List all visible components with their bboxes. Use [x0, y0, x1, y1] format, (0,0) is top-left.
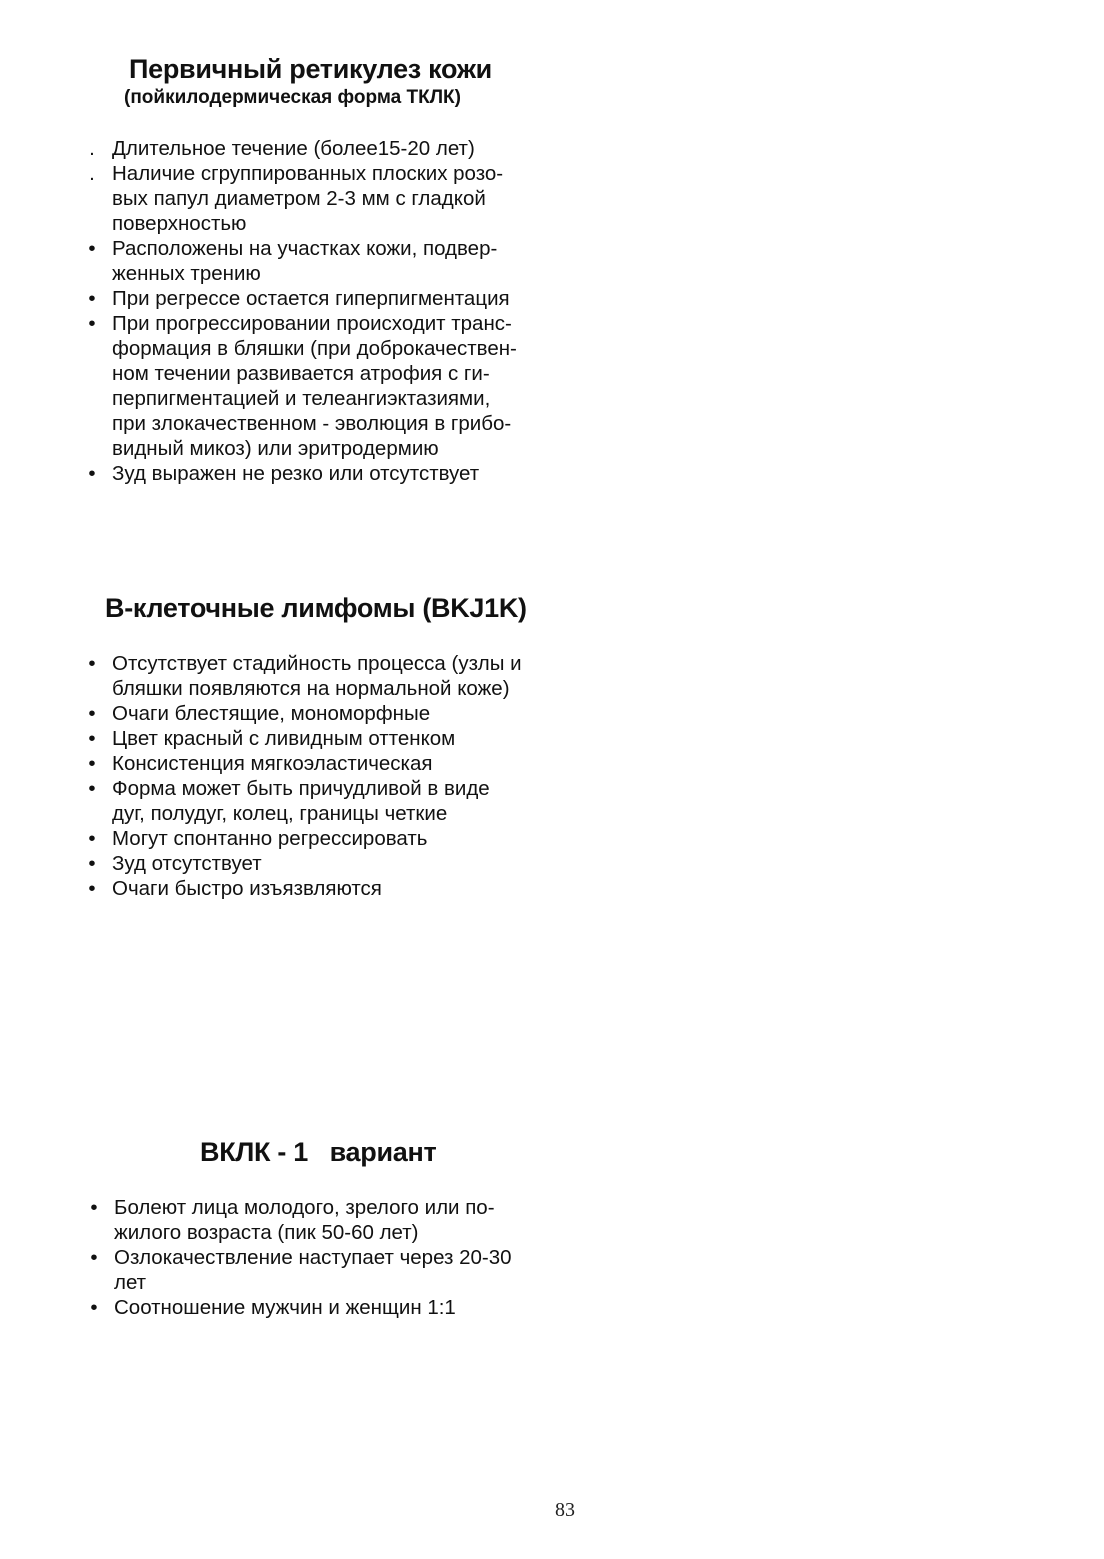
bullet-marker: •: [90, 1246, 98, 1269]
list-item: [88, 236, 552, 286]
bullet-marker: •: [88, 652, 96, 675]
list-item-text: Отсутствует стадийность процесса (узлы и бляшки появляются на нормальной коже): [112, 652, 522, 700]
list-item: [89, 136, 552, 161]
list-item-text: При регрессе остается гиперпигментация: [112, 287, 510, 310]
list-item: [90, 1295, 554, 1320]
list-item-text: Цвет красный с ливидным оттенком: [112, 727, 456, 750]
bullet-marker: •: [88, 727, 96, 750]
list-item-text: Форма может быть причудливой в виде дуг, полудуг, колец, границы четкие: [112, 777, 490, 825]
list-item-text: Озлокачествление наступает через 20-30 лет: [114, 1246, 512, 1294]
bullet-list: [88, 651, 552, 901]
bullet-list: [88, 136, 552, 486]
bullet-marker: •: [88, 777, 96, 800]
list-item: [88, 461, 552, 486]
list-item: [88, 851, 552, 876]
bullet-marker: •: [88, 312, 96, 335]
list-item: [88, 776, 552, 826]
list-item-text: Соотношение мужчин и женщин 1:1: [114, 1296, 456, 1319]
bullet-marker: •: [90, 1196, 98, 1219]
bullet-marker: •: [88, 827, 96, 850]
list-item-text: Длительное течение (более15-20 лет): [112, 137, 475, 160]
list-item-text: Расположены на участках кожи, подвер- женных трению: [112, 237, 498, 285]
list-item-text: Могут спонтанно регрессировать: [112, 827, 428, 850]
list-item-text: Наличие сгруппированных плоских розо- вых папул диаметром 2-3 мм с гладкой поверхностью: [112, 162, 504, 235]
list-item-text: Болеют лица молодого, зрелого или по- жилого возраста (пик 50-60 лет): [114, 1196, 495, 1244]
bullet-marker: •: [88, 237, 96, 260]
bullet-marker: •: [88, 877, 96, 900]
list-item-text: Консистенция мягкоэластическая: [112, 752, 433, 775]
list-item: [88, 701, 552, 726]
list-item: [88, 311, 552, 461]
bullet-marker: •: [90, 1296, 98, 1319]
list-item-text: Очаги быстро изъязвляются: [112, 877, 382, 900]
list-item: [90, 1245, 554, 1295]
list-item: [88, 726, 552, 751]
bullet-marker: .: [89, 137, 95, 160]
list-item: [89, 161, 552, 236]
page-number: 83: [555, 1499, 575, 1521]
list-item-text: Зуд отсутствует: [112, 852, 262, 875]
list-item: [88, 826, 552, 851]
list-item: [88, 751, 552, 776]
list-item: [88, 876, 552, 901]
section-title: ВКЛК - 1 вариант: [200, 1137, 437, 1167]
list-item: [88, 286, 552, 311]
bullet-list: [90, 1195, 554, 1320]
list-item: [90, 1195, 554, 1245]
bullet-marker: •: [88, 752, 96, 775]
list-item-text: Зуд выражен не резко или отсутствует: [112, 462, 480, 485]
list-item-text: Очаги блестящие, мономорфные: [112, 702, 431, 725]
bullet-marker: •: [88, 462, 96, 485]
bullet-marker: •: [88, 287, 96, 310]
section-subtitle: (пойкилодермическая форма ТКЛК): [124, 87, 461, 108]
list-item: [88, 651, 552, 701]
section-title: Первичный ретикулез кожи: [129, 54, 492, 84]
bullet-marker: •: [88, 702, 96, 725]
list-item-text: При прогрессировании происходит транс- формация в бляшки (при доброкачествен- ном течении развивается атрофия с ги- перпигментацией и телеангиэктазиями, при злокачественном - эволюция в грибо- видный микоз) или эритродермию: [112, 312, 517, 460]
bullet-marker: .: [89, 162, 95, 185]
section-title: В-клеточные лимфомы (BKJ1K): [105, 593, 527, 623]
bullet-marker: •: [88, 852, 96, 875]
